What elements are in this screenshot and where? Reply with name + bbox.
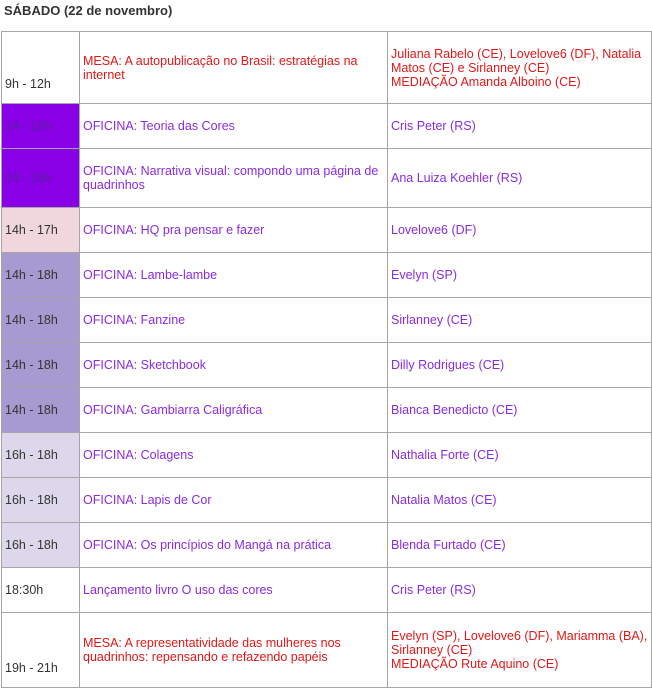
schedule-table (1, 31, 652, 688)
table-row (2, 613, 652, 688)
participants-cell: Bianca Benedicto (CE) (388, 388, 652, 433)
participants-cell: Blenda Furtado (CE) (388, 523, 652, 568)
day-heading: SÁBADO (22 de novembro) (4, 3, 173, 18)
participants-cell: Evelyn (SP) (388, 253, 652, 298)
event-cell: OFICINA: HQ pra pensar e fazer (80, 208, 388, 253)
time-cell: 14h - 18h (2, 253, 80, 298)
table-row (2, 149, 652, 208)
time-cell: 14 - 16h (2, 149, 80, 208)
participants-cell: Lovelove6 (DF) (388, 208, 652, 253)
event-cell: OFICINA: Colagens (80, 433, 388, 478)
table-row (2, 523, 652, 568)
table-row (2, 104, 652, 149)
time-cell: 16h - 18h (2, 478, 80, 523)
participants-cell: Cris Peter (RS) (388, 104, 652, 149)
participants-text: Juliana Rabelo (CE), Lovelove6 (DF), Natalia Matos (CE) e Sirlanney (CE) (391, 46, 642, 75)
event-cell: OFICINA: Lambe-lambe (80, 253, 388, 298)
time-cell: 14h - 18h (2, 388, 80, 433)
participants-cell (388, 32, 652, 104)
table-row (2, 388, 652, 433)
event-cell: OFICINA: Gambiarra Caligráfica (80, 388, 388, 433)
table-row (2, 343, 652, 388)
participants-cell: Ana Luiza Koehler (RS) (388, 149, 652, 208)
time-cell: 14 - 16h (2, 104, 80, 149)
table-row (2, 253, 652, 298)
participants-text: Evelyn (SP), Lovelove6 (DF), Mariamma (BA), Sirlanney (CE) (391, 629, 648, 657)
participants-cell: Cris Peter (RS) (388, 568, 652, 613)
table-row (2, 208, 652, 253)
participants-cell: Dilly Rodrigues (CE) (388, 343, 652, 388)
event-cell: MESA: A representatividade das mulheres nos quadrinhos: repensando e refazendo papéis (80, 613, 388, 688)
time-cell: 9h - 12h (2, 32, 80, 104)
event-cell: OFICINA: Sketchbook (80, 343, 388, 388)
event-cell: MESA: A autopublicação no Brasil: estratégias na internet (80, 32, 388, 104)
time-cell: 16h - 18h (2, 433, 80, 478)
time-cell: 19h - 21h (2, 613, 80, 688)
table-row (2, 568, 652, 613)
time-cell: 16h - 18h (2, 523, 80, 568)
event-cell: OFICINA: Narrativa visual: compondo uma página de quadrinhos (80, 149, 388, 208)
participants-cell: Natalia Matos (CE) (388, 478, 652, 523)
event-cell: OFICINA: Os princípios do Mangá na prática (80, 523, 388, 568)
table-row (2, 478, 652, 523)
time-cell: 14h - 18h (2, 343, 80, 388)
participants-cell: Sirlanney (CE) (388, 298, 652, 343)
time-cell: 14h - 17h (2, 208, 80, 253)
moderator-text: MEDIAÇÃO Rute Aquino (CE) (391, 657, 559, 671)
time-cell: 18:30h (2, 568, 80, 613)
time-cell: 14h - 18h (2, 298, 80, 343)
table-row (2, 32, 652, 104)
participants-cell: Nathalia Forte (CE) (388, 433, 652, 478)
event-cell: OFICINA: Teoria das Cores (80, 104, 388, 149)
table-row (2, 433, 652, 478)
event-cell: OFICINA: Lapis de Cor (80, 478, 388, 523)
participants-cell (388, 613, 652, 688)
event-cell: Lançamento livro O uso das cores (80, 568, 388, 613)
moderator-text: MEDIAÇÃO Amanda Alboino (CE) (391, 74, 581, 89)
event-cell: OFICINA: Fanzine (80, 298, 388, 343)
table-row (2, 298, 652, 343)
